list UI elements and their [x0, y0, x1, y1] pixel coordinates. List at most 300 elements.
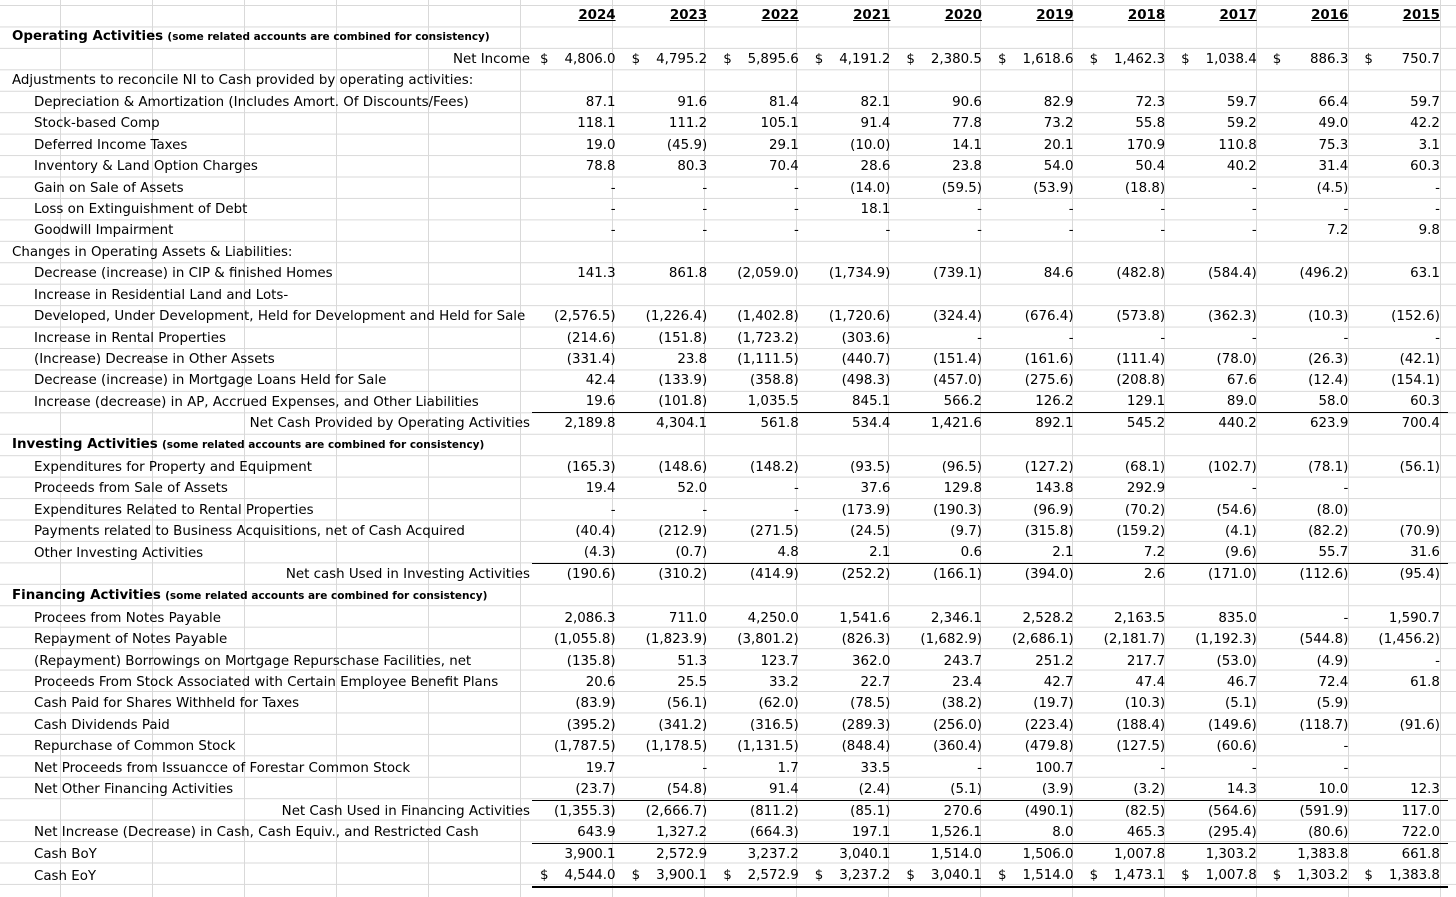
value-cell[interactable]: -	[702, 180, 708, 196]
value-cell[interactable]: (24.5)	[850, 524, 891, 540]
value-cell[interactable]: (252.2)	[807, 564, 899, 586]
value-cell[interactable]: 66.4	[1318, 94, 1349, 110]
value-cell[interactable]	[1082, 434, 1174, 456]
row-label[interactable]: Net Other Financing Activities	[34, 782, 234, 798]
year-header[interactable]: 2019	[1036, 8, 1074, 24]
row-label[interactable]: Proceeds From Stock Associated with Certain Employee Benefit Plans	[34, 674, 499, 690]
value-cell[interactable]: 105.1	[760, 116, 799, 132]
value-cell[interactable]: 270.6	[898, 800, 990, 822]
value-cell[interactable]: 2,086.3	[564, 610, 616, 626]
value-cell[interactable]: 31.4	[1318, 159, 1349, 175]
value-cell[interactable]: (1,823.9)	[645, 632, 708, 648]
row-label[interactable]: Developed, Under Development, Held for Development and Held for Sale	[34, 309, 526, 325]
value-cell[interactable]: (496.2)	[1299, 266, 1349, 282]
value-cell[interactable]: (440.7)	[841, 352, 891, 367]
value-cell[interactable]: 23.4	[952, 674, 982, 690]
value-cell[interactable]: -	[702, 201, 708, 217]
value-cell[interactable]: (118.7)	[1299, 717, 1349, 733]
value-cell[interactable]	[1082, 865, 1174, 887]
value-cell[interactable]: 40.2	[1226, 159, 1257, 175]
value-cell[interactable]: 82.9	[1043, 94, 1074, 110]
value-cell[interactable]	[1265, 284, 1357, 305]
value-cell[interactable]	[1082, 585, 1174, 607]
row-label[interactable]: Proceeds from Sale of Assets	[34, 481, 228, 497]
value-cell[interactable]	[1356, 26, 1448, 48]
value-cell[interactable]: 91.6	[677, 94, 708, 110]
value-cell[interactable]	[715, 26, 807, 48]
value-cell[interactable]: (133.9)	[658, 373, 708, 389]
value-cell[interactable]: 561.8	[715, 413, 807, 435]
value-cell[interactable]: 2,572.9	[624, 843, 716, 865]
value-cell[interactable]: (362.3)	[1207, 309, 1257, 325]
value-cell[interactable]: 59.2	[1226, 116, 1257, 132]
row-label[interactable]: Decrease (increase) in CIP & finished Homes	[34, 266, 333, 282]
value-cell[interactable]	[1356, 478, 1448, 499]
value-cell[interactable]: 55.7	[1318, 545, 1349, 561]
year-header[interactable]: 2020	[944, 8, 982, 24]
value-cell[interactable]: (111.4)	[1116, 352, 1166, 367]
value-cell[interactable]: (78.5)	[850, 696, 891, 712]
value-cell[interactable]	[532, 434, 624, 456]
value-cell[interactable]: 566.2	[943, 394, 982, 410]
value-cell[interactable]	[807, 434, 899, 456]
value-cell[interactable]: 170.9	[1126, 137, 1166, 153]
value-cell[interactable]	[807, 284, 899, 305]
value-cell[interactable]: 31.6	[1410, 545, 1440, 561]
value-cell[interactable]: 243.7	[943, 653, 982, 669]
value-cell[interactable]: 545.2	[1082, 413, 1174, 435]
value-cell[interactable]: (1,355.3)	[532, 800, 624, 822]
value-cell[interactable]: (9.6)	[1225, 545, 1257, 561]
value-cell[interactable]: (42.1)	[1399, 352, 1440, 367]
value-cell[interactable]	[715, 241, 807, 262]
value-cell[interactable]: 440.2	[1173, 413, 1265, 435]
value-cell[interactable]: (161.6)	[1024, 352, 1074, 367]
value-cell[interactable]: 37.6	[860, 481, 891, 497]
value-cell[interactable]: (1,226.4)	[645, 309, 708, 325]
value-cell[interactable]	[1265, 26, 1357, 48]
row-label[interactable]: Depreciation & Amortization (Includes Amort. Of Discounts/Fees)	[34, 94, 469, 110]
value-cell[interactable]	[715, 585, 807, 607]
value-cell[interactable]: (4.9)	[1316, 653, 1349, 669]
value-cell[interactable]	[807, 26, 899, 48]
value-cell[interactable]	[1082, 48, 1174, 69]
value-cell[interactable]: -	[1435, 201, 1440, 217]
value-cell[interactable]: 643.9	[577, 824, 616, 840]
value-cell[interactable]: 1,506.0	[990, 843, 1082, 865]
value-cell[interactable]: 623.9	[1265, 413, 1357, 435]
value-cell[interactable]: 722.0	[1401, 824, 1440, 840]
value-cell[interactable]: 661.8	[1356, 843, 1448, 865]
value-cell[interactable]: (498.3)	[841, 373, 891, 389]
value-cell[interactable]: -	[1343, 201, 1349, 217]
value-cell[interactable]	[1356, 434, 1448, 456]
value-cell[interactable]	[807, 48, 899, 69]
value-cell[interactable]	[1265, 434, 1357, 456]
year-header[interactable]: 2016	[1311, 8, 1349, 24]
row-label[interactable]: Expenditures Related to Rental Properties	[34, 502, 314, 518]
value-cell[interactable]: 111.2	[668, 116, 708, 132]
value-cell[interactable]: 2,189.8	[532, 413, 624, 435]
value-cell[interactable]: -	[1343, 481, 1349, 497]
value-cell[interactable]	[532, 241, 624, 262]
value-cell[interactable]: 77.8	[952, 116, 982, 132]
value-cell[interactable]	[715, 434, 807, 456]
value-cell[interactable]: (127.2)	[1024, 459, 1074, 475]
value-cell[interactable]	[715, 865, 807, 887]
value-cell[interactable]: (112.6)	[1265, 564, 1357, 586]
value-cell[interactable]: -	[1160, 201, 1166, 217]
value-cell[interactable]: (2,059.0)	[737, 266, 799, 282]
value-cell[interactable]	[624, 865, 716, 887]
year-header[interactable]: 2018	[1127, 8, 1166, 24]
value-cell[interactable]: (165.3)	[566, 459, 616, 475]
value-cell[interactable]: (395.2)	[566, 717, 616, 733]
value-cell[interactable]: 23.8	[952, 159, 982, 175]
value-cell[interactable]: 19.7	[585, 760, 616, 776]
value-cell[interactable]: (664.3)	[749, 824, 799, 840]
value-cell[interactable]: (3,801.2)	[737, 632, 799, 648]
value-cell[interactable]: 87.1	[585, 94, 616, 110]
value-cell[interactable]: -	[1343, 739, 1349, 755]
value-cell[interactable]	[1265, 48, 1357, 69]
value-cell[interactable]: -	[977, 330, 982, 346]
value-cell[interactable]: -	[793, 502, 799, 518]
value-cell[interactable]: (40.4)	[575, 524, 616, 540]
value-cell[interactable]: (212.9)	[658, 524, 708, 540]
year-header[interactable]: 2015	[1402, 8, 1440, 24]
value-cell[interactable]: (310.2)	[624, 564, 716, 586]
value-cell[interactable]	[990, 48, 1082, 69]
value-cell[interactable]: -	[1251, 760, 1257, 776]
value-cell[interactable]: -	[1343, 760, 1349, 776]
value-cell[interactable]: 700.4	[1356, 413, 1448, 435]
value-cell[interactable]: -	[1251, 201, 1257, 217]
value-cell[interactable]: 19.6	[585, 394, 616, 410]
value-cell[interactable]: (1,787.5)	[554, 739, 616, 755]
value-cell[interactable]: (70.2)	[1124, 502, 1166, 518]
value-cell[interactable]: (101.8)	[658, 394, 708, 410]
value-cell[interactable]	[1356, 70, 1448, 91]
value-cell[interactable]: (1,055.8)	[554, 632, 616, 648]
row-label[interactable]: Goodwill Impairment	[34, 223, 174, 239]
value-cell[interactable]: (3.9)	[1041, 781, 1074, 797]
row-label[interactable]: Deferred Income Taxes	[34, 137, 188, 153]
value-cell[interactable]: -	[977, 760, 982, 776]
value-cell[interactable]	[807, 865, 899, 887]
row-label[interactable]: Loss on Extinguishment of Debt	[34, 201, 248, 217]
value-cell[interactable]: 118.1	[577, 116, 616, 132]
value-cell[interactable]	[532, 48, 624, 69]
value-cell[interactable]: (1,682.9)	[920, 632, 982, 648]
value-cell[interactable]: (45.9)	[666, 137, 708, 153]
value-cell[interactable]: (56.1)	[666, 696, 708, 712]
year-header[interactable]: 2024	[578, 8, 616, 24]
value-cell[interactable]	[715, 48, 807, 69]
value-cell[interactable]: -	[1343, 610, 1349, 626]
value-cell[interactable]: (289.3)	[841, 717, 891, 733]
value-cell[interactable]: (83.9)	[575, 696, 616, 712]
year-header[interactable]: 2023	[669, 8, 708, 24]
row-label[interactable]: Cash BoY	[34, 846, 97, 862]
value-cell[interactable]: 7.2	[1327, 223, 1349, 239]
value-cell[interactable]	[898, 48, 990, 69]
value-cell[interactable]	[1082, 70, 1174, 91]
value-cell[interactable]: (2,666.7)	[624, 800, 716, 822]
value-cell[interactable]: (5.1)	[950, 781, 982, 797]
value-cell[interactable]: 1.7	[777, 760, 799, 776]
row-label[interactable]	[0, 434, 532, 456]
row-label[interactable]: Other Investing Activities	[34, 545, 204, 561]
value-cell[interactable]	[1173, 865, 1265, 887]
value-cell[interactable]	[1356, 585, 1448, 607]
value-cell[interactable]: (70.9)	[1399, 524, 1440, 540]
value-cell[interactable]: (2.4)	[858, 781, 891, 797]
value-cell[interactable]: (316.5)	[749, 717, 799, 733]
year-header[interactable]: 2022	[761, 8, 799, 24]
value-cell[interactable]: 1,303.2	[1173, 843, 1265, 865]
value-cell[interactable]: -	[793, 201, 799, 217]
value-cell[interactable]: 1,035.5	[747, 394, 799, 410]
value-cell[interactable]: -	[1068, 330, 1074, 346]
value-cell[interactable]: -	[1435, 180, 1440, 196]
value-cell[interactable]: 3.1	[1418, 137, 1440, 153]
value-cell[interactable]	[1356, 499, 1448, 520]
value-cell[interactable]	[1082, 241, 1174, 262]
value-cell[interactable]: -	[1068, 223, 1074, 239]
value-cell[interactable]	[532, 70, 624, 91]
row-label[interactable]: Gain on Sale of Assets	[34, 180, 184, 196]
value-cell[interactable]: 59.7	[1410, 94, 1440, 110]
value-cell[interactable]	[807, 241, 899, 262]
value-cell[interactable]: 100.7	[1035, 760, 1074, 776]
value-cell[interactable]: 60.3	[1410, 159, 1440, 175]
value-cell[interactable]: 362.0	[852, 653, 891, 669]
value-cell[interactable]: -	[610, 502, 616, 518]
value-cell[interactable]	[990, 284, 1082, 305]
value-cell[interactable]	[532, 865, 624, 887]
value-cell[interactable]: 82.1	[860, 94, 891, 110]
value-cell[interactable]	[1265, 70, 1357, 91]
value-cell[interactable]: (848.4)	[841, 739, 891, 755]
row-label[interactable]: Repurchase of Common Stock	[34, 739, 236, 755]
value-cell[interactable]: 42.7	[1043, 674, 1074, 690]
value-cell[interactable]: (482.8)	[1116, 266, 1166, 282]
value-cell[interactable]	[1356, 736, 1448, 757]
value-cell[interactable]	[898, 434, 990, 456]
value-cell[interactable]: 51.3	[677, 653, 708, 669]
value-cell[interactable]: (148.6)	[658, 459, 708, 475]
value-cell[interactable]: (56.1)	[1399, 459, 1440, 475]
value-cell[interactable]: (82.2)	[1308, 524, 1349, 540]
value-cell[interactable]: (295.4)	[1207, 824, 1257, 840]
value-cell[interactable]: 835.0	[1218, 610, 1257, 626]
value-cell[interactable]: (151.8)	[658, 330, 708, 346]
value-cell[interactable]	[1356, 693, 1448, 714]
value-cell[interactable]: -	[1343, 330, 1349, 346]
row-label[interactable]: (Repayment) Borrowings on Mortgage Repurschase Facilities, net	[34, 653, 472, 669]
value-cell[interactable]	[624, 26, 716, 48]
value-cell[interactable]: (96.9)	[1033, 502, 1074, 518]
value-cell[interactable]: 3,237.2	[715, 843, 807, 865]
value-cell[interactable]: (91.6)	[1399, 717, 1440, 733]
value-cell[interactable]: 110.8	[1218, 137, 1257, 153]
value-cell[interactable]: (457.0)	[933, 373, 982, 389]
value-cell[interactable]: 61.8	[1410, 674, 1440, 690]
value-cell[interactable]: 18.1	[860, 201, 891, 217]
value-cell[interactable]: (2,686.1)	[1012, 632, 1074, 648]
value-cell[interactable]: (10.0)	[850, 137, 891, 153]
value-cell[interactable]: (676.4)	[1024, 309, 1074, 325]
value-cell[interactable]: 72.4	[1318, 674, 1349, 690]
value-cell[interactable]: (54.8)	[666, 781, 708, 797]
value-cell[interactable]	[990, 70, 1082, 91]
value-cell[interactable]: 73.2	[1043, 116, 1074, 132]
row-label[interactable]: (Increase) Decrease in Other Assets	[34, 352, 275, 367]
value-cell[interactable]: 1,421.6	[898, 413, 990, 435]
value-cell[interactable]: -	[977, 201, 982, 217]
value-cell[interactable]	[715, 284, 807, 305]
value-cell[interactable]: 22.7	[860, 674, 891, 690]
value-cell[interactable]	[990, 434, 1082, 456]
value-cell[interactable]: 55.8	[1135, 116, 1166, 132]
year-header[interactable]: 2021	[853, 8, 891, 24]
value-cell[interactable]: -	[1160, 223, 1166, 239]
value-cell[interactable]: (95.4)	[1356, 564, 1448, 586]
value-cell[interactable]: 49.0	[1318, 116, 1349, 132]
value-cell[interactable]: 3,040.1	[807, 843, 899, 865]
value-cell[interactable]: 0.6	[960, 545, 982, 561]
value-cell[interactable]	[898, 284, 990, 305]
value-cell[interactable]: 845.1	[852, 394, 891, 410]
value-cell[interactable]: (8.0)	[1316, 502, 1349, 518]
row-label[interactable]	[0, 585, 532, 607]
value-cell[interactable]: (223.4)	[1024, 717, 1074, 733]
value-cell[interactable]	[1173, 585, 1265, 607]
value-cell[interactable]: -	[1251, 180, 1257, 196]
value-cell[interactable]: (60.6)	[1216, 739, 1257, 755]
value-cell[interactable]	[990, 241, 1082, 262]
value-cell[interactable]: 129.1	[1126, 394, 1166, 410]
value-cell[interactable]	[898, 26, 990, 48]
value-cell[interactable]: 2.1	[869, 545, 891, 561]
value-cell[interactable]	[990, 865, 1082, 887]
value-cell[interactable]: (3.2)	[1133, 781, 1166, 797]
value-cell[interactable]: 2.6	[1082, 564, 1174, 586]
value-cell[interactable]: (54.6)	[1216, 502, 1257, 518]
value-cell[interactable]: (18.8)	[1124, 180, 1166, 196]
value-cell[interactable]: (127.5)	[1116, 739, 1166, 755]
row-label[interactable]: Repayment of Notes Payable	[34, 632, 228, 648]
row-label[interactable]	[0, 26, 532, 48]
value-cell[interactable]	[715, 70, 807, 91]
value-cell[interactable]: 892.1	[990, 413, 1082, 435]
value-cell[interactable]: -	[793, 180, 799, 196]
value-cell[interactable]: (53.0)	[1216, 653, 1257, 669]
value-cell[interactable]: 54.0	[1043, 159, 1074, 175]
value-cell[interactable]	[807, 585, 899, 607]
value-cell[interactable]: (208.8)	[1116, 373, 1166, 389]
value-cell[interactable]	[1265, 585, 1357, 607]
value-cell[interactable]: 129.8	[943, 481, 982, 497]
value-cell[interactable]: (9.7)	[950, 524, 982, 540]
value-cell[interactable]: (188.4)	[1116, 717, 1166, 733]
value-cell[interactable]: 52.0	[677, 481, 708, 497]
value-cell[interactable]	[898, 865, 990, 887]
row-label[interactable]: Payments related to Business Acquisitions, net of Cash Acquired	[34, 524, 465, 540]
value-cell[interactable]: (1,192.3)	[1195, 632, 1257, 648]
value-cell[interactable]: 123.7	[760, 653, 799, 669]
value-cell[interactable]: 9.8	[1418, 223, 1440, 239]
value-cell[interactable]: (271.5)	[749, 524, 799, 540]
value-cell[interactable]	[624, 241, 716, 262]
value-cell[interactable]: 10.0	[1318, 781, 1349, 797]
value-cell[interactable]: 217.7	[1126, 653, 1166, 669]
row-label[interactable]: Net cash Used in Investing Activities	[285, 567, 530, 583]
value-cell[interactable]: -	[610, 180, 616, 196]
value-cell[interactable]: (5.9)	[1316, 696, 1349, 712]
row-label[interactable]: Cash Paid for Shares Withheld for Taxes	[34, 696, 300, 712]
value-cell[interactable]: 60.3	[1410, 394, 1440, 410]
value-cell[interactable]: (1,734.9)	[828, 266, 891, 282]
value-cell[interactable]: (5.1)	[1225, 696, 1257, 712]
value-cell[interactable]: 29.1	[768, 137, 799, 153]
value-cell[interactable]: 2,528.2	[1022, 610, 1074, 626]
value-cell[interactable]: 2,346.1	[930, 610, 982, 626]
value-cell[interactable]	[1173, 241, 1265, 262]
value-cell[interactable]: 89.0	[1226, 394, 1257, 410]
value-cell[interactable]: (154.1)	[1391, 373, 1440, 389]
value-cell[interactable]	[1356, 48, 1448, 69]
value-cell[interactable]: (544.8)	[1299, 632, 1349, 648]
value-cell[interactable]: 91.4	[768, 781, 799, 797]
value-cell[interactable]: (0.7)	[675, 545, 708, 561]
value-cell[interactable]: (1,402.8)	[737, 309, 799, 325]
value-cell[interactable]: 4.8	[777, 545, 799, 561]
value-cell[interactable]: 465.3	[1126, 824, 1166, 840]
value-cell[interactable]: -	[1435, 653, 1440, 669]
row-label[interactable]: Adjustments to reconcile NI to Cash provided by operating activities:	[12, 73, 474, 89]
value-cell[interactable]	[1082, 26, 1174, 48]
value-cell[interactable]: (190.6)	[532, 564, 624, 586]
value-cell[interactable]: (135.8)	[566, 653, 616, 669]
value-cell[interactable]: (256.0)	[933, 717, 982, 733]
value-cell[interactable]: -	[977, 223, 982, 239]
value-cell[interactable]: 20.1	[1043, 137, 1074, 153]
value-cell[interactable]: -	[702, 760, 708, 776]
value-cell[interactable]: 711.0	[668, 610, 708, 626]
value-cell[interactable]: 1,007.8	[1082, 843, 1174, 865]
value-cell[interactable]: 81.4	[768, 94, 799, 110]
value-cell[interactable]: (53.9)	[1033, 180, 1074, 196]
value-cell[interactable]	[624, 434, 716, 456]
value-cell[interactable]: 292.9	[1126, 481, 1166, 497]
value-cell[interactable]: 50.4	[1135, 159, 1166, 175]
value-cell[interactable]: -	[885, 223, 891, 239]
value-cell[interactable]: (59.5)	[941, 180, 982, 196]
year-header[interactable]: 2017	[1219, 8, 1257, 24]
value-cell[interactable]: 12.3	[1410, 781, 1440, 797]
value-cell[interactable]	[898, 585, 990, 607]
value-cell[interactable]: (584.4)	[1207, 266, 1257, 282]
value-cell[interactable]: (479.8)	[1024, 739, 1074, 755]
value-cell[interactable]: (148.2)	[749, 459, 799, 475]
value-cell[interactable]: 14.1	[952, 137, 982, 153]
value-cell[interactable]: 534.4	[807, 413, 899, 435]
value-cell[interactable]: (2,576.5)	[554, 309, 616, 325]
value-cell[interactable]: 1,590.7	[1388, 610, 1440, 626]
value-cell[interactable]: (68.1)	[1124, 459, 1166, 475]
